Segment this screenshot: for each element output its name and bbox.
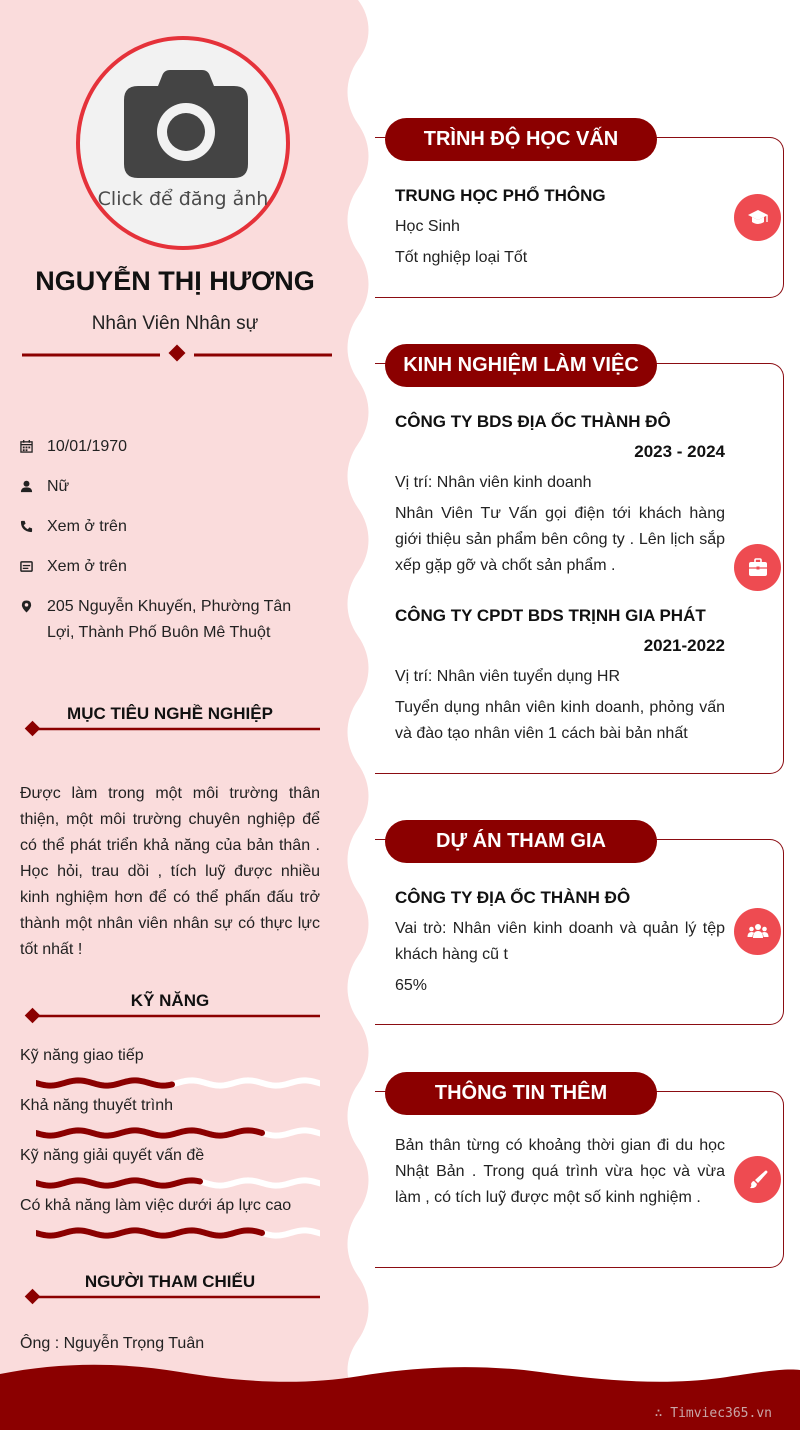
education-school: TRUNG HỌC PHỔ THÔNG — [395, 186, 606, 205]
job-description: Tuyển dụng nhân viên kinh doanh, phỏng vấn và đào tạo nhân viên 1 cách bài bản nhất — [395, 699, 725, 742]
email-value: Xem ở trên — [47, 558, 127, 575]
contact-birthday — [20, 434, 320, 460]
watermark: ∴ Timviec365.vn — [654, 1406, 772, 1421]
job-period: 2023 - 2024 — [634, 442, 725, 461]
skill-name: Khả năng thuyết trình — [20, 1097, 173, 1114]
skill-level-bar — [36, 1176, 320, 1190]
job-position: Vị trí: Nhân viên kinh doanh — [395, 474, 592, 491]
objective-divider — [20, 720, 320, 738]
graduation-cap-icon — [734, 194, 781, 241]
camera-icon — [124, 70, 248, 180]
reference-text: Ông : Nguyễn Trọng Tuân — [20, 1335, 205, 1352]
phone-icon — [20, 514, 47, 540]
name-divider — [22, 344, 332, 366]
address-line-1: 205 Nguyễn Khuyến, Phường Tân — [47, 598, 292, 615]
skill-bar-fill — [36, 1080, 172, 1085]
skill-bar-fill — [36, 1130, 262, 1135]
objective-header — [20, 704, 320, 734]
paint-brush-icon — [734, 1156, 781, 1203]
skill-name: Kỹ năng giao tiếp — [20, 1047, 144, 1064]
job-description: Nhân Viên Tư Vấn gọi điện tới khách hàng giới thiệu sản phẩm bên công ty . Lên lịch sắp xếp gặp gỡ và chốt sản phẩm . — [395, 505, 725, 574]
job-position: Vị trí: Nhân viên tuyển dụng HR — [395, 668, 621, 685]
education-result: Tốt nghiệp loại Tốt — [395, 249, 528, 266]
extra-info-heading: THÔNG TIN THÊM — [385, 1072, 657, 1115]
education-role: Học Sinh — [395, 218, 460, 235]
envelope-icon — [20, 554, 47, 580]
users-icon — [734, 908, 781, 955]
job-company: CÔNG TY CPDT BDS TRỊNH GIA PHÁT — [395, 606, 706, 625]
references-header — [20, 1272, 320, 1302]
skills-heading: KỸ NĂNG — [130, 991, 210, 1010]
job-period: 2021-2022 — [643, 636, 725, 655]
birthday-value: 10/01/1970 — [47, 438, 128, 455]
project-progress: 65% — [395, 977, 428, 994]
briefcase-icon — [734, 544, 781, 591]
references-divider — [20, 1288, 320, 1306]
objective-heading: MỤC TIÊU NGHỀ NGHIỆP — [67, 704, 273, 723]
skill-level-bar — [36, 1076, 320, 1090]
job-title: Nhân Viên Nhân sự — [91, 313, 259, 334]
gender-value: Nữ — [47, 478, 70, 495]
skill-level-bar — [36, 1126, 320, 1140]
objective-text: Được làm trong một môi trường thân thiện, một môi trường chuyên nghiệp để có thể phát triển khả năng của bản thân . Học hỏi, trau dồi , tích luỹ được nhiều kinh nghiệm hơn để có thể phấn đấu trở thành một nhân viên nhân sự có thực lực tốt nhất ! — [20, 785, 320, 958]
skill-name: Kỹ năng giải quyết vấn đề — [20, 1147, 205, 1164]
experience-heading: KINH NGHIỆM LÀM VIỆC — [385, 344, 657, 387]
contact-gender — [20, 474, 320, 500]
avatar-upload[interactable] — [76, 36, 290, 250]
skill-bar-fill — [36, 1180, 200, 1185]
map-pin-icon — [20, 594, 47, 646]
extra-info-text: Bản thân từng có khoảng thời gian đi du học Nhật Bản . Trong quá trình vừa học và vừa làm , có tích luỹ được một số kinh nghiệm . — [395, 1137, 725, 1206]
skill-bar-fill — [36, 1230, 262, 1235]
skills-divider — [20, 1007, 320, 1025]
contact-phone — [20, 514, 320, 540]
skill-level-bar — [36, 1226, 320, 1240]
candidate-name: NGUYỄN THỊ HƯƠNG — [35, 266, 315, 296]
user-icon — [20, 474, 47, 500]
skill-name: Có khả năng làm việc dưới áp lực cao — [20, 1197, 292, 1214]
phone-value: Xem ở trên — [47, 518, 127, 535]
contact-address — [20, 594, 320, 646]
address-line-2: Lợi, Thành Phố Buôn Mê Thuột — [47, 624, 271, 641]
contact-email — [20, 554, 320, 580]
references-heading: NGƯỜI THAM CHIẾU — [84, 1272, 256, 1291]
project-company: CÔNG TY ĐỊA ỐC THÀNH ĐÔ — [395, 888, 631, 907]
avatar-upload-label: Click để đăng ảnh — [97, 188, 269, 210]
education-heading: TRÌNH ĐỘ HỌC VẤN — [385, 118, 657, 161]
job-company: CÔNG TY BDS ĐỊA ỐC THÀNH ĐÔ — [395, 412, 671, 431]
skills-header — [20, 991, 320, 1021]
project-role: Vai trò: Nhân viên kinh doanh và quản lý tệp khách hàng cũ t — [395, 920, 725, 963]
projects-heading: DỰ ÁN THAM GIA — [385, 820, 657, 863]
calendar-icon — [20, 434, 47, 460]
